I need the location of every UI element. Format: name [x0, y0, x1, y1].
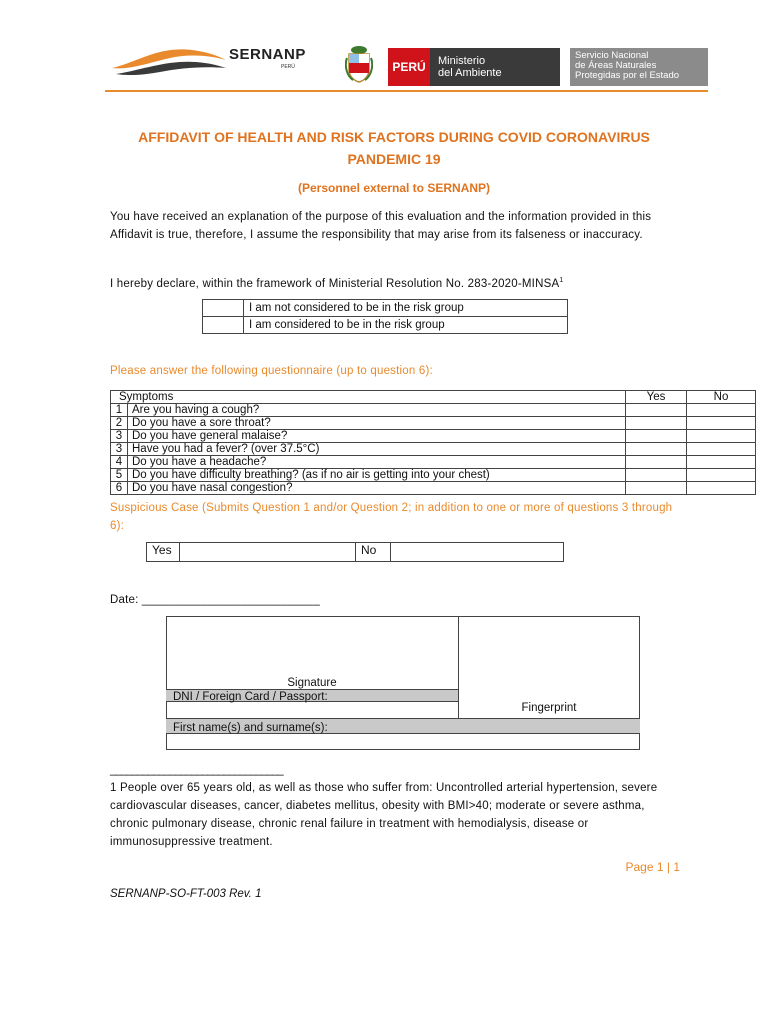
risk-option-checkbox[interactable]	[203, 317, 244, 334]
id-label: DNI / Foreign Card / Passport:	[166, 689, 458, 702]
symptom-question: Do you have a headache?	[128, 456, 626, 469]
risk-option-label: I am not considered to be in the risk group	[244, 300, 568, 317]
suspicious-case-text: Suspicious Case (Submits Question 1 and/or Question 2; in addition to one or more of questions 3 through 6):	[110, 502, 673, 532]
symptoms-header-row	[111, 391, 756, 404]
risk-option-row	[203, 317, 568, 334]
symptom-question: Do you have general malaise?	[128, 430, 626, 443]
symptom-number: 3	[111, 443, 128, 456]
signature-field[interactable]	[166, 659, 458, 676]
no-label: No	[356, 543, 391, 562]
table-row	[111, 482, 756, 495]
document-subtitle: (Personnel external to SERNANP)	[297, 181, 491, 195]
symptom-question: Are you having a cough?	[128, 404, 626, 417]
intro-paragraph: You have received an explanation of the purpose of this evaluation and the information provided in this Affidavit is true, therefore, I assume the responsibility that may arise from its falseness or inaccuracy.	[110, 211, 652, 241]
service-line-2: de Áreas Naturales	[575, 60, 657, 71]
no-cell[interactable]	[687, 469, 756, 482]
table-row	[111, 417, 756, 430]
symptom-question: Do you have a sore throat?	[128, 417, 626, 430]
suspicious-case-table	[146, 542, 564, 562]
no-cell[interactable]	[687, 443, 756, 456]
yes-label: Yes	[147, 543, 180, 562]
table-row	[111, 443, 756, 456]
table-row	[111, 430, 756, 443]
symptom-number: 3	[111, 430, 128, 443]
symptoms-header: Symptoms	[111, 391, 626, 404]
symptom-question: Have you had a fever? (over 37.5°C)	[128, 443, 626, 456]
yes-cell[interactable]	[626, 417, 687, 430]
declaration-paragraph	[110, 272, 682, 293]
form-code: SERNANP-SO-FT-003 Rev. 1	[110, 888, 262, 900]
yes-cell[interactable]	[626, 443, 687, 456]
symptom-question: Do you have difficulty breathing? (as if no air is getting into your chest)	[128, 469, 626, 482]
no-cell[interactable]	[687, 456, 756, 469]
symptom-number: 4	[111, 456, 128, 469]
title-line-2: PANDEMIC 19	[347, 151, 441, 167]
yes-cell[interactable]	[626, 404, 687, 417]
ministry-line-2: del Ambiente	[438, 67, 502, 79]
name-field[interactable]	[166, 734, 640, 750]
risk-option-label: I am considered to be in the risk group	[244, 317, 568, 334]
sernanp-logo-icon	[108, 40, 228, 80]
header-divider	[105, 90, 708, 92]
symptom-number: 5	[111, 469, 128, 482]
peru-label: PERÚ	[388, 48, 430, 86]
symptom-question: Do you have nasal congestion?	[128, 482, 626, 495]
questionnaire-prompt: Please answer the following questionnaire (up to question 6):	[110, 365, 433, 377]
no-cell[interactable]	[687, 430, 756, 443]
name-label: First name(s) and surname(s):	[166, 718, 640, 734]
page-number: Page 1 | 1	[625, 860, 680, 874]
ministry-label	[430, 48, 560, 86]
risk-option-row	[203, 300, 568, 317]
symptom-number: 2	[111, 417, 128, 430]
sernanp-logo-subtext: PERÚ	[281, 64, 295, 70]
sernanp-logo-text: SERNANP	[229, 46, 306, 63]
yes-field[interactable]	[180, 543, 356, 562]
table-row	[111, 456, 756, 469]
table-row	[111, 404, 756, 417]
no-cell[interactable]	[687, 404, 756, 417]
peru-coat-of-arms-icon	[345, 44, 373, 84]
symptom-number: 6	[111, 482, 128, 495]
yes-cell[interactable]	[626, 482, 687, 495]
risk-option-checkbox[interactable]	[203, 300, 244, 317]
no-cell[interactable]	[687, 482, 756, 495]
table-row	[111, 469, 756, 482]
service-line-3: Protegidas por el Estado	[575, 70, 680, 81]
signature-label: Signature	[287, 677, 337, 689]
yes-cell[interactable]	[626, 469, 687, 482]
yes-cell[interactable]	[626, 456, 687, 469]
symptom-number: 1	[111, 404, 128, 417]
footnote-text: 1 People over 65 years old, as well as those who suffer from: Uncontrolled arterial hypertension, severe cardiovascular diseases, cancer, diabetes mellitus, obesity with BMI>40; moderate or severe asthma, chronic pulmonary disease, chronic renal failure in treatment with hemodialysis, disease or immunosuppressive treatment.	[110, 782, 658, 848]
suspicious-case-row	[147, 543, 564, 562]
yes-cell[interactable]	[626, 430, 687, 443]
no-field[interactable]	[391, 543, 564, 562]
service-label	[570, 48, 708, 86]
declaration-text: I hereby declare, within the framework of Ministerial Resolution No. 283-2020-MINSA	[110, 277, 560, 290]
yes-header: Yes	[626, 391, 687, 404]
no-header: No	[687, 391, 756, 404]
ministry-line-1: Ministerio	[438, 55, 486, 67]
no-cell[interactable]	[687, 417, 756, 430]
title-line-1: AFFIDAVIT OF HEALTH AND RISK FACTORS DURING COVID CORONAVIRUS	[138, 129, 650, 145]
id-field[interactable]	[166, 702, 458, 718]
fingerprint-field[interactable]	[459, 617, 639, 701]
document-title	[105, 126, 683, 170]
date-field[interactable]: Date: ___________________________	[110, 594, 320, 606]
symptoms-table	[110, 390, 756, 495]
fingerprint-label: Fingerprint	[521, 702, 577, 714]
footnote-divider: ________________________________	[110, 764, 283, 776]
footnote-ref: 1	[559, 277, 564, 284]
risk-group-table	[202, 299, 568, 334]
service-line-1: Servicio Nacional	[575, 50, 649, 61]
